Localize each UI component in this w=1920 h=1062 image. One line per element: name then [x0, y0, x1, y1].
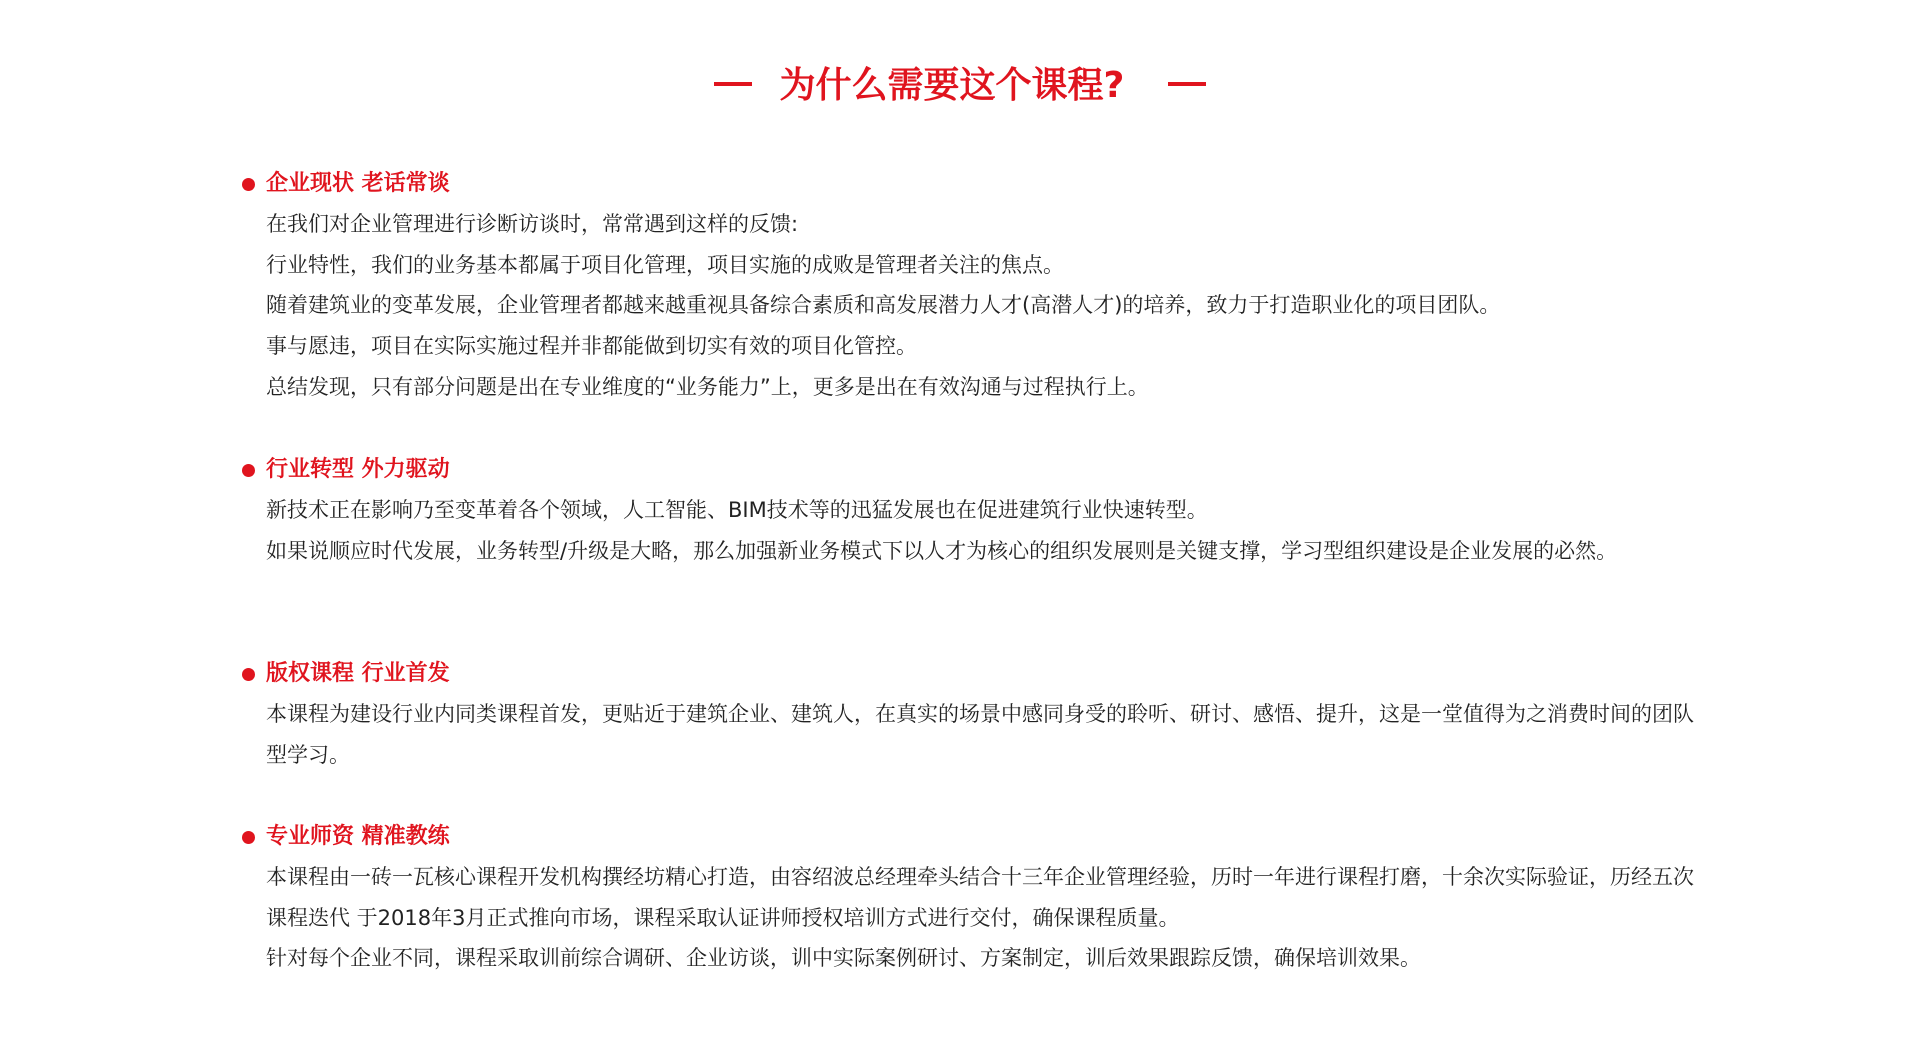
- section-heading-text: 企业现状 老话常谈: [266, 171, 450, 196]
- page-title-text: 为什么需要这个课程?: [779, 65, 1125, 106]
- section-professional-trainers: [242, 817, 1694, 979]
- section-heading-text: 专业师资 精准教练: [266, 824, 450, 849]
- section-industry-transformation: [242, 450, 1682, 571]
- section-heading: [242, 164, 1682, 204]
- paragraph: 在我们对企业管理进行诊断访谈时，常常遇到这样的反馈:: [266, 212, 799, 236]
- section-heading: [242, 450, 1682, 490]
- section-heading: [242, 654, 1682, 694]
- paragraph: 针对每个企业不同，课程采取训前综合调研、企业访谈，训中实际案例研讨、方案制定，训后效果跟踪反馈，确保培训效果。: [266, 946, 1421, 971]
- paragraph: 随着建筑业的变革发展，企业管理者都越来越重视具备综合素质和高发展潜力人才(高潜人才)的培养，致力于打造职业化的项目团队。: [266, 293, 1501, 318]
- title-dash-left: [714, 82, 752, 86]
- section-heading-text: 版权课程 行业首发: [266, 661, 450, 686]
- paragraph: 事与愿违，项目在实际实施过程并非都能做到切实有效的项目化管控。: [266, 334, 917, 359]
- paragraph: 行业特性，我们的业务基本都属于项目化管理，项目实施的成败是管理者关注的焦点。: [266, 252, 1064, 277]
- section-heading: [242, 817, 1682, 857]
- paragraph: 总结发现，只有部分问题是出在专业维度的“业务能力”上，更多是出在有效沟通与过程执行上。: [266, 374, 1149, 399]
- bullet-dot-icon: [242, 178, 255, 191]
- paragraph: 本课程由一砖一瓦核心课程开发机构撰经坊精心打造，由容绍波总经理牵头结合十三年企业管理经验，历时一年进行课程打磨，十余次实际验证，历经五次课程迭代 于2018年3月正式推向市场，课程采取认证讲师授权培训方式进行交付，确保课程质量。: [266, 865, 1694, 930]
- paragraph: 新技术正在影响乃至变革着各个领域，人工智能、BIM技术等的迅猛发展也在促进建筑行业快速转型。: [266, 498, 1208, 522]
- paragraph: 本课程为建设行业内同类课程首发，更贴近于建筑企业、建筑人，在真实的场景中感同身受的聆听、研讨、感悟、提升，这是一堂值得为之消费时间的团队型学习。: [266, 702, 1694, 767]
- bullet-dot-icon: [242, 464, 255, 477]
- title-dash-right: [1168, 82, 1206, 86]
- bullet-dot-icon: [242, 831, 255, 844]
- bullet-dot-icon: [242, 668, 255, 681]
- section-enterprise-status: [242, 164, 1682, 408]
- section-copyright-course: [242, 654, 1694, 775]
- paragraph: 如果说顺应时代发展，业务转型/升级是大略，那么加强新业务模式下以人才为核心的组织发展则是关键支撑，学习型组织建设是企业发展的必然。: [266, 538, 1618, 563]
- section-heading-text: 行业转型 外力驱动: [266, 457, 450, 482]
- page-title: [0, 62, 1920, 110]
